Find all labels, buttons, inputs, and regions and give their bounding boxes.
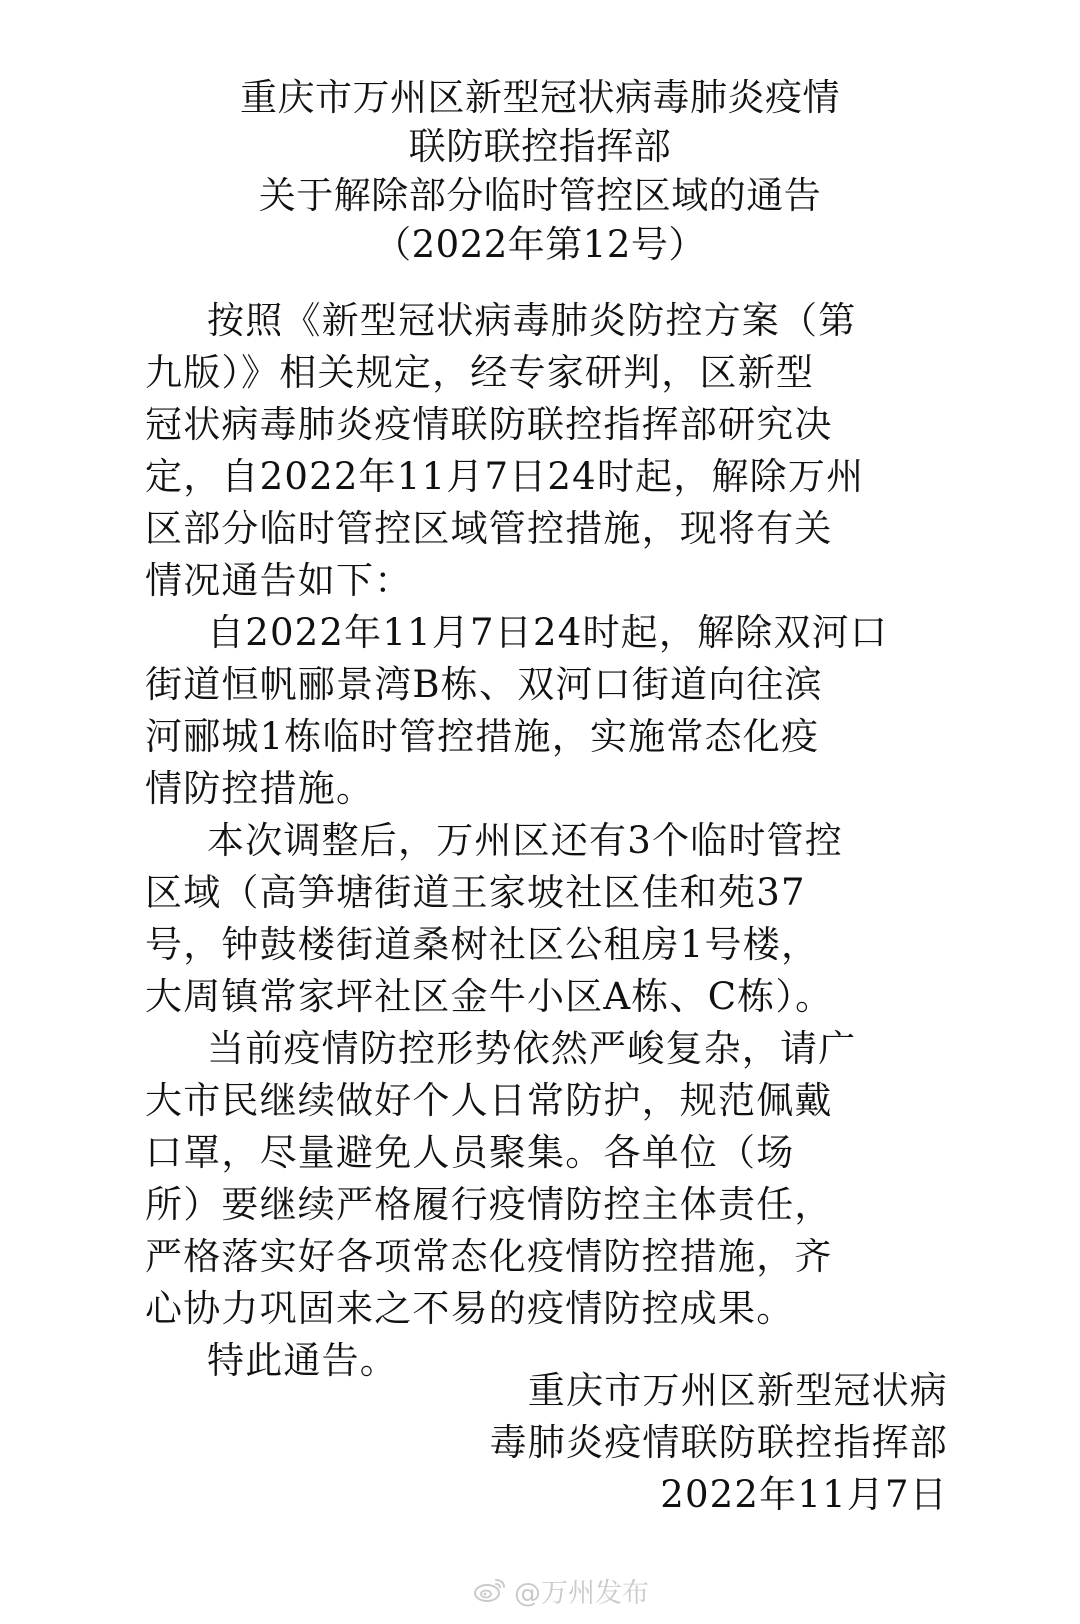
- paragraph-1: [145, 295, 935, 607]
- paragraph-line: 区域（高笋塘街道王家坡社区佳和苑37: [145, 871, 806, 914]
- paragraph-line: 情防控措施。: [145, 767, 375, 810]
- paragraph-line: 按照《新型冠状病毒肺炎防控方案（第: [207, 299, 857, 342]
- paragraph-line: 所）要继续严格履行疫情防控主体责任，: [145, 1183, 833, 1226]
- paragraph-line: 自2022年11月7日24时起，解除双河口: [207, 611, 889, 654]
- paragraph-line: 大周镇常家坪社区金牛小区A栋、C栋）。: [145, 975, 834, 1018]
- title-line-1: 重庆市万州区新型冠状病毒肺炎疫情: [240, 76, 840, 119]
- paragraph-line: 心协力巩固来之不易的疫情防控成果。: [145, 1287, 795, 1330]
- weibo-watermark: [472, 1572, 649, 1608]
- paragraph-3: [145, 815, 935, 1023]
- paragraph-line: 情况通告如下：: [145, 559, 413, 602]
- signature-line-1: 重庆市万州区新型冠状病: [527, 1369, 948, 1412]
- paragraph-line: 本次调整后，万州区还有3个临时管控: [207, 819, 843, 862]
- paragraph-line: 九版）》相关规定，经专家研判，区新型: [145, 351, 815, 394]
- paragraph-line: 严格落实好各项常态化疫情防控措施，齐: [145, 1235, 833, 1278]
- title-line-3: 关于解除部分临时管控区域的通告: [258, 174, 822, 217]
- title-line-2: 联防联控指挥部: [408, 125, 672, 168]
- paragraph-line: 定，自2022年11月7日24时起，解除万州: [145, 455, 865, 498]
- notice-title: [0, 73, 1080, 269]
- paragraph-line: 河郦城1栋临时管控措施，实施常态化疫: [145, 715, 820, 758]
- signature-block: [490, 1365, 948, 1521]
- notice-number: （2022年第12号）: [374, 223, 706, 266]
- weibo-icon: [472, 1575, 508, 1605]
- paragraph-line: 特此通告。: [207, 1339, 398, 1382]
- paragraph-line: 口罩，尽量避免人员聚集。各单位（场: [145, 1131, 795, 1174]
- notice-body: [145, 295, 935, 1387]
- paragraph-2: [145, 607, 935, 815]
- signature-line-2: 毒肺炎疫情联防联控指挥部: [489, 1421, 948, 1464]
- paragraph-line: 当前疫情防控形势依然严峻复杂，请广: [207, 1027, 857, 1070]
- watermark-text: @万州发布: [514, 1577, 649, 1609]
- paragraph-4: [145, 1023, 935, 1335]
- signature-date: 2022年11月7日: [660, 1473, 948, 1516]
- paragraph-line: 冠状病毒肺炎疫情联防联控指挥部研究决: [145, 403, 833, 446]
- paragraph-line: 区部分临时管控区域管控措施，现将有关: [145, 507, 833, 550]
- paragraph-line: 街道恒帆郦景湾B栋、双河口街道向往滨: [145, 663, 823, 706]
- paragraph-line: 大市民继续做好个人日常防护，规范佩戴: [145, 1079, 833, 1122]
- paragraph-line: 号，钟鼓楼街道桑树社区公租房1号楼，: [145, 923, 820, 966]
